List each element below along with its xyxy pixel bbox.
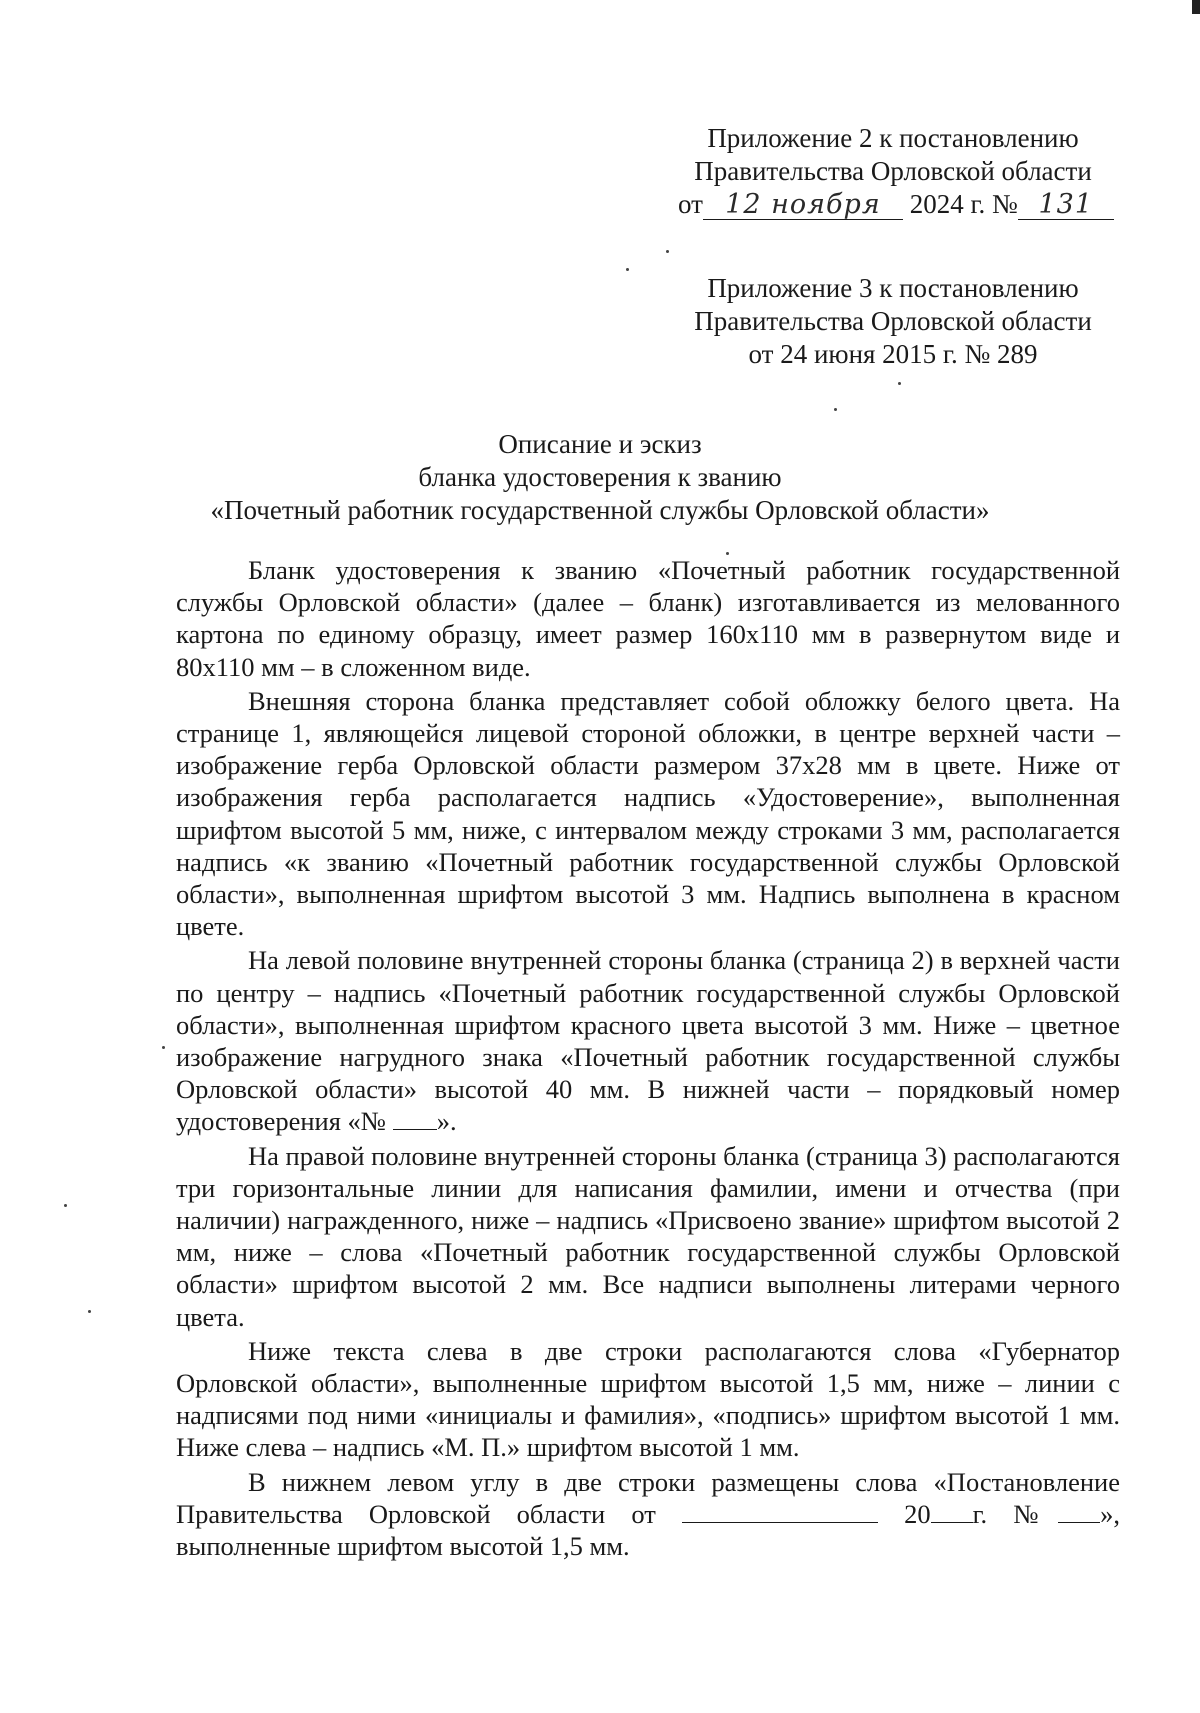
appendix-header-date-line (678, 188, 1108, 221)
scan-speck (834, 408, 837, 411)
appendix-header-line: Приложение 3 к постановлению (707, 273, 1079, 303)
paragraph-text: г. № (972, 1498, 1059, 1529)
handwritten-date: 12 ноября (725, 189, 881, 220)
blank-number-line (393, 1109, 437, 1130)
appendix-header-line: от 24 июня 2015 г. № 289 (748, 339, 1038, 369)
appendix-header-current (678, 122, 1108, 221)
document-title (140, 428, 1060, 527)
blank-year-line (931, 1502, 973, 1523)
scan-speck (626, 268, 629, 271)
scan-speck (64, 1204, 67, 1207)
blank-date-line (682, 1502, 878, 1523)
paragraph-text: На левой половине внутренней стороны бланка (страница 2) в верхней части по центру – надпись «Почетный работник государственной службы Орловской области», выполненная шрифтом красного цвета высотой 3 мм. Ниже – цветное изображение нагрудного знака «Почетный работник государственной службы Орловской области» высотой 40 мм. В нижней части – порядковый номер удостоверения «№ (176, 945, 1120, 1137)
handwritten-date-field (703, 190, 903, 220)
appendix-header-original (678, 272, 1108, 371)
title-line: Описание и эскиз (498, 429, 702, 459)
paragraph (176, 1466, 1120, 1563)
scan-speck (898, 382, 901, 385)
year-label: 2024 г. № (909, 189, 1018, 219)
paragraph-text: », выполненные шрифтом высотой 1,5 мм. (176, 1498, 1121, 1562)
title-line: «Почетный работник государственной службы Орловской области» (210, 495, 990, 525)
scan-speck (666, 250, 669, 253)
scan-corner-mark (1192, 0, 1200, 14)
paragraph: На правой половине внутренней стороны бланка (страница 3) располагаются три горизонтальные линии для написания фамилии, имени и отчества (при наличии) награжденного, ниже – надпись «Присвоено звание» шрифтом высотой 2 мм, ниже – слова «Почетный работник государственной службы Орловской области» шрифтом высотой 2 мм. Все надписи выполнены литерами черного цвета. (176, 1140, 1120, 1332)
document-body (176, 554, 1120, 1564)
blank-number-line (1058, 1502, 1100, 1523)
paragraph-text: В нижнем левом углу в две строки размещены слова «Постановление Правительства Орловской области от (176, 1466, 1120, 1529)
paragraph: Внешняя сторона бланка представляет собой обложку белого цвета. На странице 1, являющейся лицевой стороной обложки, в центре верхней части – изображение герба Орловской области размером 37х28 мм в цвете. Ниже от изображения герба располагается надпись «Удостоверение», выполненная шрифтом высотой 5 мм, ниже, с интервалом между строками 3 мм, располагается надпись «к званию «Почетный работник государственной службы Орловской области», выполненная шрифтом высотой 3 мм. Надпись выполнена в красном цвете. (176, 685, 1120, 942)
handwritten-number: 131 (1038, 189, 1094, 220)
title-line: бланка удостоверения к званию (418, 462, 782, 492)
appendix-header-line: Приложение 2 к постановлению (707, 123, 1079, 153)
appendix-header-line: Правительства Орловской области (694, 156, 1092, 186)
paragraph (176, 944, 1120, 1137)
paragraph: Ниже текста слева в две строки располагаются слова «Губернатор Орловской области», выполненные шрифтом высотой 1,5 мм, ниже – линии с надписями под ними «инициалы и фамилия», «подпись» шрифтом высотой 1 мм. Ниже слева – надпись «М. П.» шрифтом высотой 1 мм. (176, 1335, 1120, 1463)
date-prefix: от (678, 189, 703, 219)
paragraph-text: ». (436, 1106, 457, 1137)
scan-speck (162, 1046, 165, 1049)
handwritten-number-field (1018, 190, 1114, 220)
appendix-header-line: Правительства Орловской области (694, 306, 1092, 336)
scan-speck (88, 1310, 91, 1313)
paragraph-text: 20 (878, 1498, 931, 1529)
scan-speck (726, 552, 729, 555)
paragraph: Бланк удостоверения к званию «Почетный работник государственной службы Орловской области» (далее – бланк) изготавливается из мелованного картона по единому образцу, имеет размер 160х110 мм в развернутом виде и 80х110 мм – в сложенном виде. (176, 555, 1120, 682)
